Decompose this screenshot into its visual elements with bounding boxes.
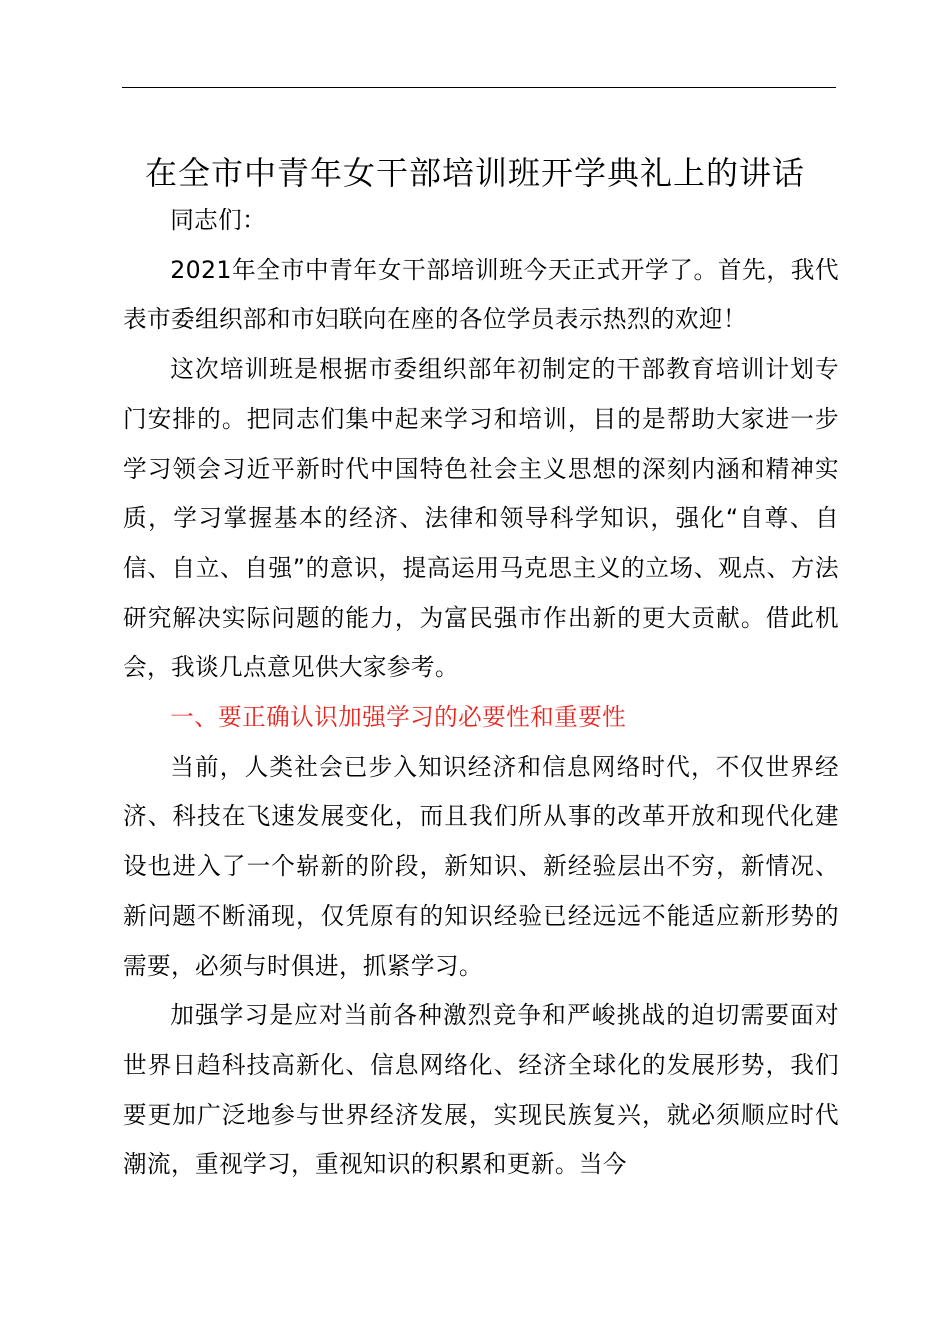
salutation: 同志们： [170,206,267,234]
paragraph-current-situation: 当前，人类社会已步入知识经济和信息网络时代，不仅世界经济、科技在飞速发展变化，而且我们所从事的改革开放和现代化建设也进入了一个崭新的阶段，新知识、新经验层出不穷，新情况、新问题不断涌现，仅凭原有的知识经验已经远远不能适应新形势的需要，必须与时俱进，抓紧学习。 [123,752,839,980]
header-rule [122,87,836,88]
paragraph-learning-need: 加强学习是应对当前各种激烈竞争和严峻挑战的迫切需要面对世界日趋科技高新化、信息网络化、经济全球化的发展形势，我们要更加广泛地参与世界经济发展，实现民族复兴，就必须顺应时代潮流，重视学习，重视知识的积累和更新。当今 [123,1001,839,1179]
paragraph-purpose: 这次培训班是根据市委组织部年初制定的干部教育培训计划专门安排的。把同志们集中起来学习和培训，目的是帮助大家进一步学习领会习近平新时代中国特色社会主义思想的深刻内涵和精神实质，学习掌握基本的经济、法律和领导科学知识，强化“自尊、自信、自立、自强”的意识，提高运用马克思主义的立场、观点、方法研究解决实际问题的能力，为富民强市作出新的更大贡献。借此机会，我谈几点意见供大家参考。 [123,355,839,682]
paragraph-opening: 2021年全市中青年女干部培训班今天正式开学了。首先，我代表市委组织部和市妇联向在座的各位学员表示热烈的欢迎！ [123,255,839,334]
document-body [123,196,839,1190]
document-title: 在全市中青年女干部培训班开学典礼上的讲话 [144,154,805,192]
section-heading: 一、要正确认识加强学习的必要性和重要性 [170,703,627,732]
